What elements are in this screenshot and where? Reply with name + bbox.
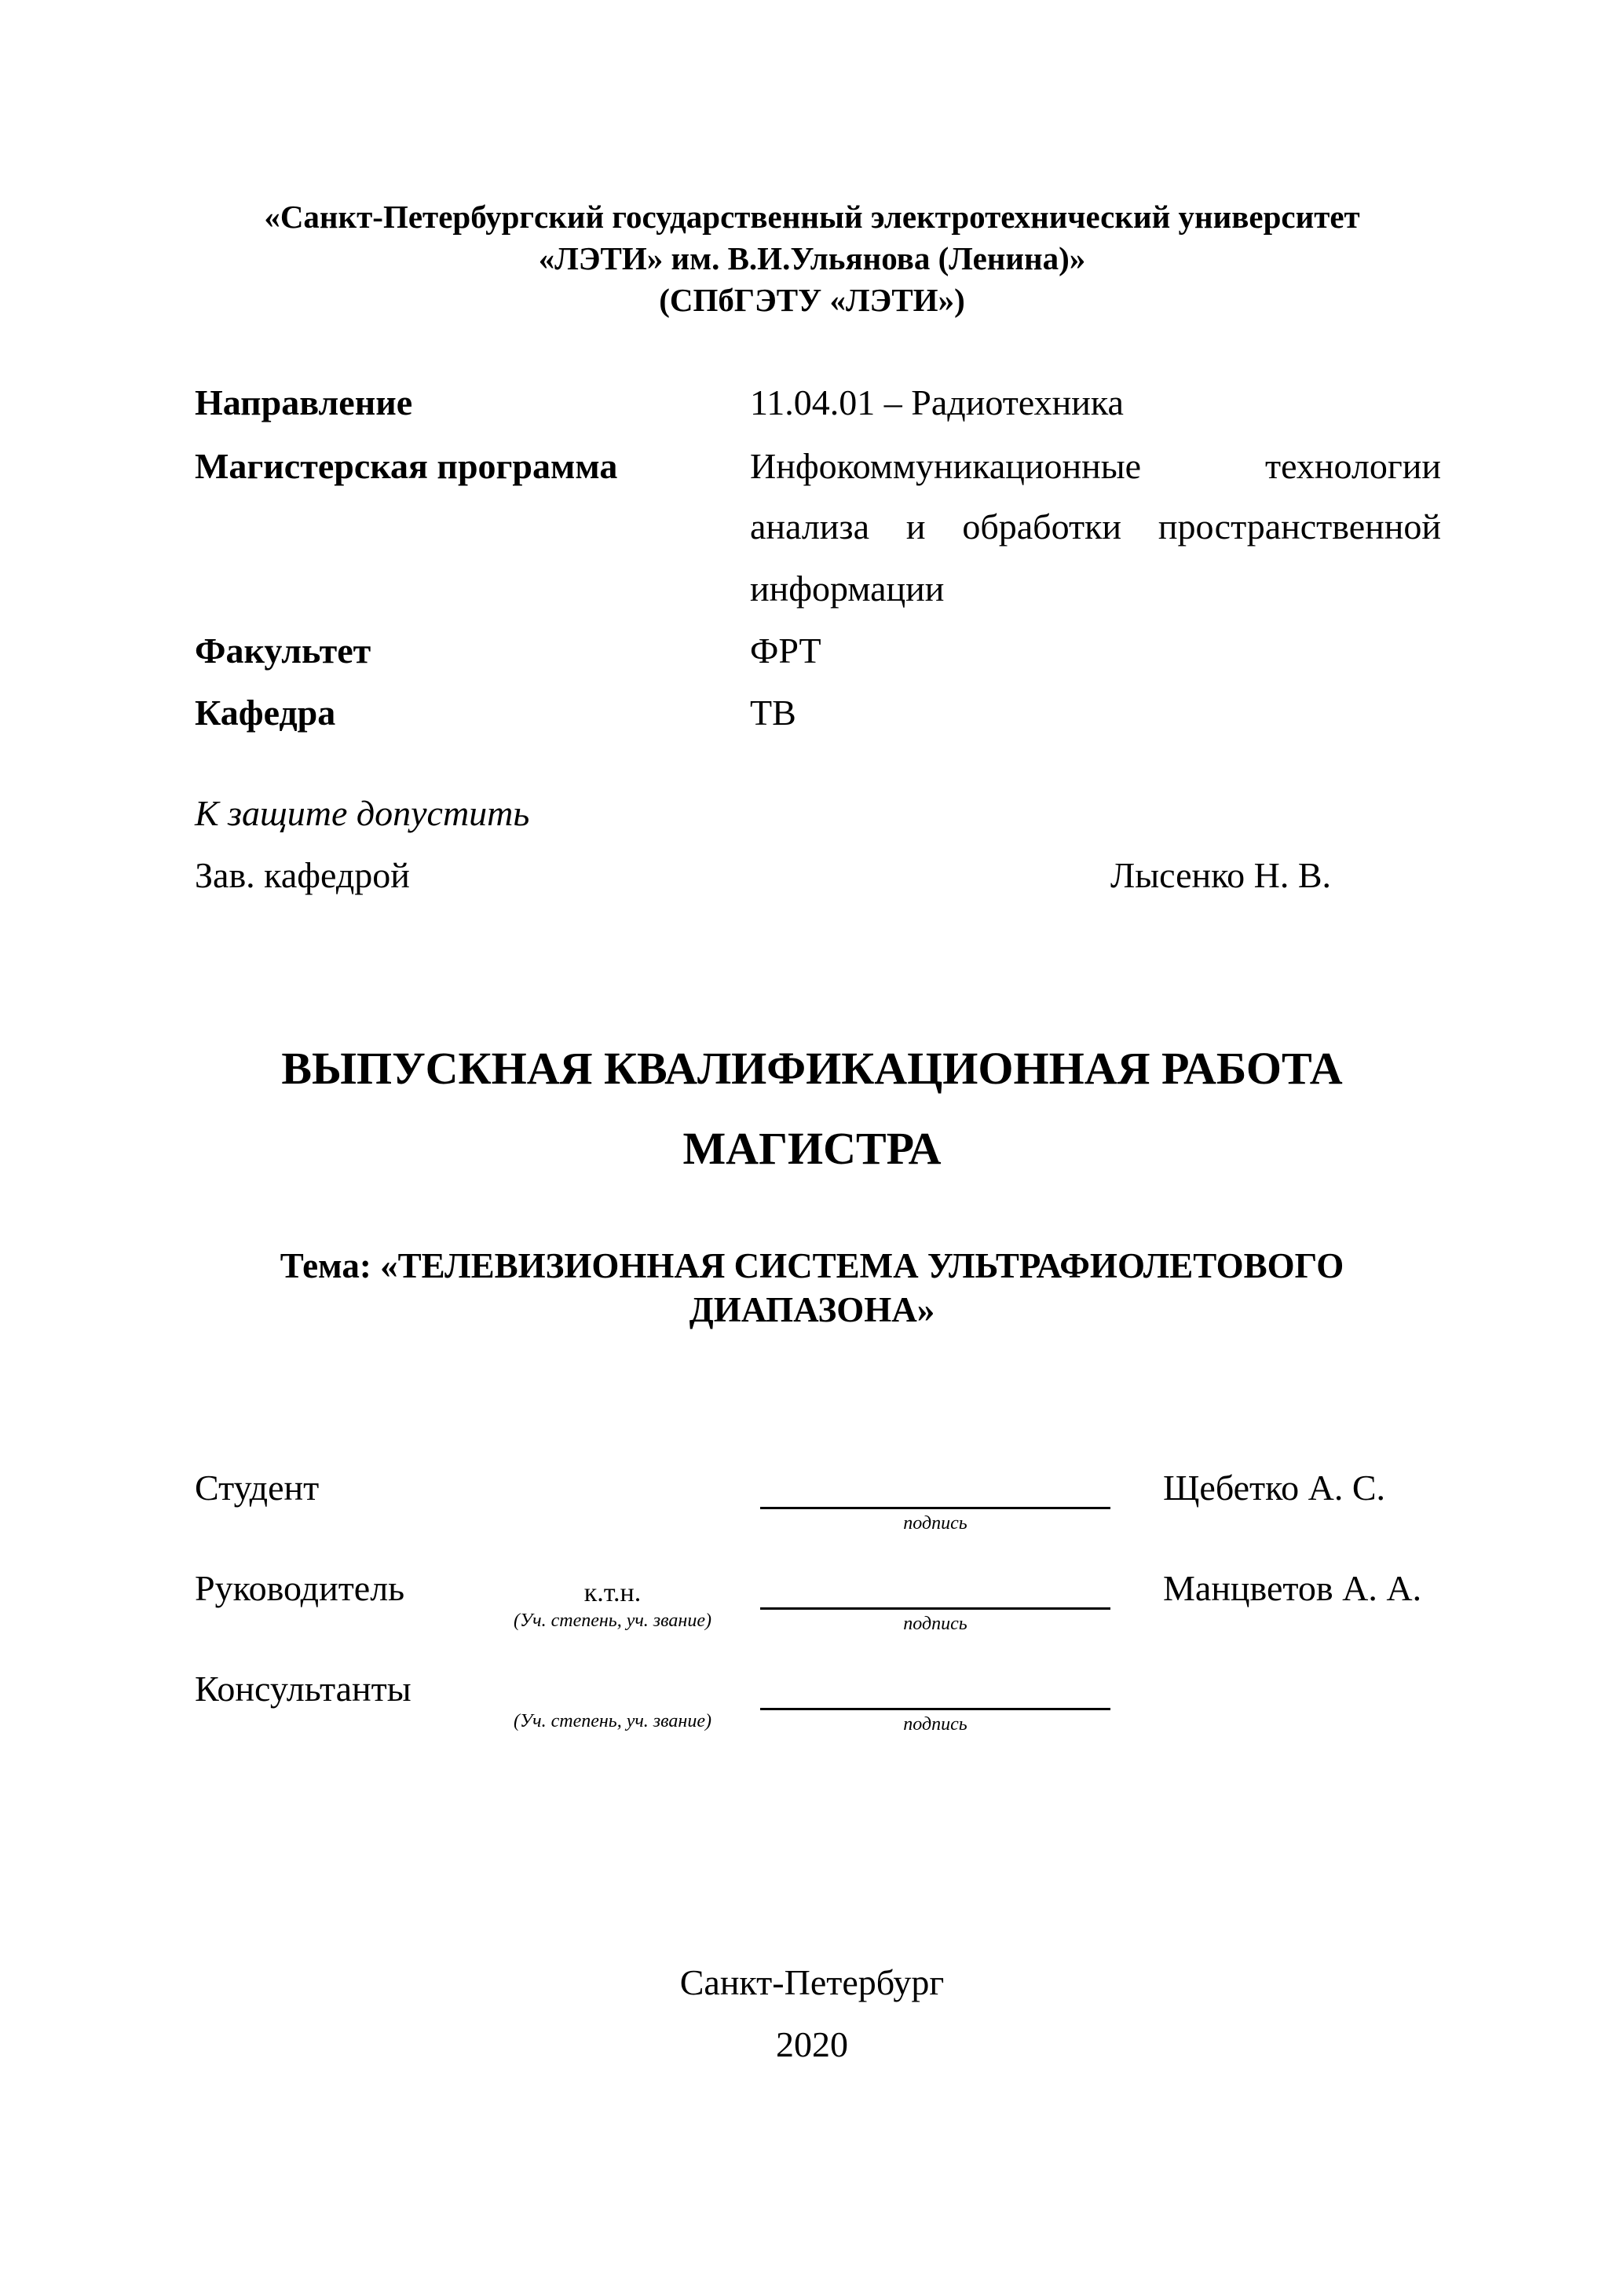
consultant-signature-caption: подпись — [903, 1714, 967, 1735]
city: Санкт-Петербург — [679, 1962, 945, 2002]
program-value-line1: Инфокоммуникационные технологии — [750, 446, 1441, 486]
program-value-line3: информации — [750, 569, 945, 609]
supervisor-label: Руководитель — [195, 1568, 405, 1608]
university-name-line1: «Санкт-Петербургский государственный электротехнический университет — [264, 199, 1360, 235]
consultant-signature-line — [760, 1708, 1110, 1710]
university-abbr: (СПбГЭТУ «ЛЭТИ») — [659, 282, 965, 318]
year: 2020 — [776, 2024, 848, 2064]
direction-label: Направление — [195, 382, 413, 422]
university-name-line2: «ЛЭТИ» им. В.И.Ульянова (Ленина)» — [538, 240, 1086, 276]
consultant-degree-caption: (Уч. степень, уч. звание) — [514, 1711, 711, 1731]
student-name: Щебетко А. С. — [1163, 1468, 1386, 1508]
admit-to-defense: К защите допустить — [195, 793, 530, 833]
program-label: Магистерская программа — [195, 446, 618, 486]
head-of-department-name: Лысенко Н. В. — [1110, 855, 1332, 895]
faculty-value: ФРТ — [750, 631, 821, 671]
direction-value: 11.04.01 – Радиотехника — [750, 382, 1124, 422]
program-value-line2: анализа и обработки пространственной — [750, 506, 1441, 547]
student-signature-line — [760, 1507, 1110, 1509]
department-label: Кафедра — [195, 693, 336, 733]
document-title-line1: ВЫПУСКНАЯ КВАЛИФИКАЦИОННАЯ РАБОТА — [281, 1043, 1343, 1094]
supervisor-degree-caption: (Уч. степень, уч. звание) — [514, 1610, 711, 1631]
student-signature-caption: подпись — [903, 1513, 967, 1534]
supervisor-signature-caption: подпись — [903, 1614, 967, 1634]
theme-line1: Тема: «ТЕЛЕВИЗИОННАЯ СИСТЕМА УЛЬТРАФИОЛЕТОВОГО — [280, 1246, 1344, 1285]
supervisor-degree: к.т.н. — [583, 1578, 642, 1607]
supervisor-name: Манцветов А. А. — [1163, 1568, 1422, 1608]
student-label: Студент — [195, 1468, 320, 1508]
head-of-department-label: Зав. кафедрой — [195, 855, 410, 895]
theme-line2: ДИАПАЗОНА» — [689, 1290, 935, 1329]
document-title-line2: МАГИСТРА — [682, 1123, 942, 1174]
consultants-label: Консультанты — [195, 1669, 411, 1709]
faculty-label: Факультет — [195, 631, 371, 671]
department-value: ТВ — [750, 693, 796, 733]
supervisor-signature-line — [760, 1607, 1110, 1610]
